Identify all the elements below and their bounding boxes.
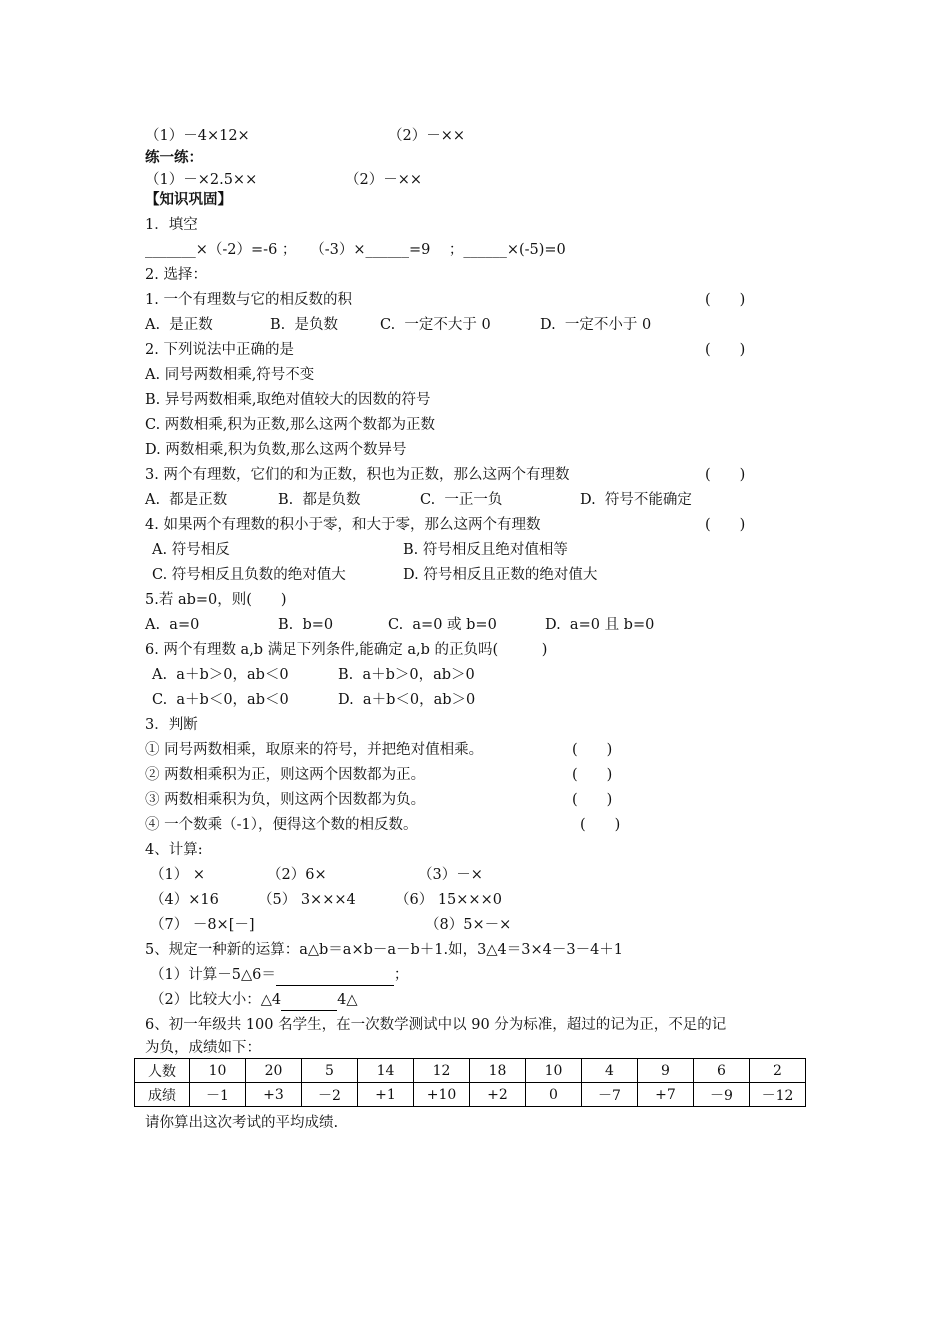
choice-q5-option-d: D. a=0 且 b=0 xyxy=(545,617,655,633)
choice-q6-option-c: C. a＋b＜0，ab＜0 xyxy=(152,692,289,708)
count-cell: 4 xyxy=(582,1059,638,1083)
score-cell: －1 xyxy=(190,1083,246,1107)
judge-item-1-paren: ( ) xyxy=(572,742,613,758)
count-cell: 18 xyxy=(470,1059,526,1083)
score-cell: +2 xyxy=(470,1083,526,1107)
newop-compare-blank[interactable] xyxy=(281,990,337,1011)
choice-q3-option-c: C. 一正一负 xyxy=(420,492,503,508)
choice-q4-option-c: C. 符号相反且负数的绝对值大 xyxy=(152,567,346,583)
judge-heading: 3．判断 xyxy=(145,717,198,733)
choice-heading: 2. 选择： xyxy=(145,267,207,283)
calc-heading: 4、计算: xyxy=(145,842,203,858)
count-cell: 10 xyxy=(190,1059,246,1083)
judge-item-2-paren: ( ) xyxy=(572,767,613,783)
choice-q5-stem: 5.若 ab=0，则( ) xyxy=(145,592,287,608)
newop-part-1: （1）计算－5△6＝ ； xyxy=(150,965,408,986)
consolidate-heading: 【知识巩固】 xyxy=(145,192,232,208)
choice-q3-paren: ( ) xyxy=(705,467,746,483)
judge-item-3-paren: ( ) xyxy=(572,792,613,808)
count-cell: 14 xyxy=(358,1059,414,1083)
choice-q4-paren: ( ) xyxy=(705,517,746,533)
choice-q1-option-c: C. 一定不大于 0 xyxy=(380,317,491,333)
count-cell: 5 xyxy=(302,1059,358,1083)
calc-item-3: （3）－× xyxy=(418,867,483,883)
choice-q1-paren: ( ) xyxy=(705,292,746,308)
choice-q2-option-c: C. 两数相乘,积为正数,那么这两个数都为正数 xyxy=(145,417,436,433)
count-cell: 12 xyxy=(414,1059,470,1083)
calc-item-7: （7） －8×[－] xyxy=(150,917,255,933)
choice-q6-option-d: D. a＋b＜0，ab＞0 xyxy=(338,692,476,708)
choice-q1-option-a: A. 是正数 xyxy=(145,317,213,333)
count-cell: 20 xyxy=(246,1059,302,1083)
scores-table xyxy=(134,1058,806,1107)
choice-q5-option-b: B. b=0 xyxy=(278,617,334,633)
intro-expr-1: （1）－4×12× xyxy=(145,128,250,144)
choice-q5-option-a: A. a=0 xyxy=(145,617,200,633)
choice-q2-paren: ( ) xyxy=(705,342,746,358)
count-cell: 6 xyxy=(694,1059,750,1083)
choice-q3-option-a: A. 都是正数 xyxy=(145,492,228,508)
score-cell: －2 xyxy=(302,1083,358,1107)
score-cell: +1 xyxy=(358,1083,414,1107)
newop-part-2: （2）比较大小：△4 4△ xyxy=(150,990,358,1011)
calc-item-4: （4）×16 xyxy=(150,892,219,908)
row-label-scores: 成绩 xyxy=(135,1083,190,1107)
calc-item-2: （2）6× xyxy=(267,867,327,883)
choice-q3-option-d: D. 符号不能确定 xyxy=(580,492,692,508)
judge-item-4-paren: ( ) xyxy=(580,817,621,833)
choice-q6-option-a: A. a＋b＞0，ab＜0 xyxy=(152,667,289,683)
intro-expr-2: （2）－×× xyxy=(388,128,466,144)
calc-item-1: （1） × xyxy=(150,867,205,883)
count-cell: 2 xyxy=(750,1059,806,1083)
choice-q4-option-d: D. 符号相反且正数的绝对值大 xyxy=(403,567,598,583)
choice-q1-stem: 1. 一个有理数与它的相反数的积 xyxy=(145,292,352,308)
count-cell: 10 xyxy=(526,1059,582,1083)
score-cell: +7 xyxy=(638,1083,694,1107)
choice-q3-stem: 3. 两个有理数，它们的和为正数，积也为正数，那么这两个有理数 xyxy=(145,467,570,483)
choice-q2-option-a: A. 同号两数相乘,符号不变 xyxy=(145,367,315,383)
score-cell: +10 xyxy=(414,1083,470,1107)
table-row-counts xyxy=(135,1059,806,1083)
choice-q4-option-a: A. 符号相反 xyxy=(152,542,230,558)
choice-q1-option-b: B. 是负数 xyxy=(270,317,338,333)
grades-footer: 请你算出这次考试的平均成绩. xyxy=(145,1115,339,1131)
practice-expr-2: （2）－×× xyxy=(345,172,423,188)
practice-heading: 练一练： xyxy=(145,150,203,166)
judge-item-3: ③ 两数相乘积为负，则这两个因数都为负。 xyxy=(145,792,426,808)
choice-q4-stem: 4. 如果两个有理数的积小于零，和大于零，那么这两个有理数 xyxy=(145,517,541,533)
newop-heading: 5、规定一种新的运算：a△b＝a×b－a－b＋1.如，3△4＝3×4－3－4＋1 xyxy=(145,942,624,958)
row-label-counts: 人数 xyxy=(135,1059,190,1083)
choice-q2-option-d: D. 两数相乘,积为负数,那么这两个数异号 xyxy=(145,442,407,458)
choice-q6-stem: 6. 两个有理数 a,b 满足下列条件,能确定 a,b 的正负吗( ) xyxy=(145,642,548,658)
table-row-scores xyxy=(135,1083,806,1107)
calc-item-6: （6） 15×××0 xyxy=(395,892,502,908)
judge-item-4: ④ 一个数乘（-1），便得这个数的相反数。 xyxy=(145,817,418,833)
fill-line: _______×（-2）=-6 ； （-3）×______=9 ；______×(-5)=0 xyxy=(145,242,566,258)
fill-heading: 1．填空 xyxy=(145,217,198,233)
score-cell: －7 xyxy=(582,1083,638,1107)
choice-q2-stem: 2. 下列说法中正确的是 xyxy=(145,342,294,358)
score-cell: +3 xyxy=(246,1083,302,1107)
score-cell: －9 xyxy=(694,1083,750,1107)
calc-item-5: （5） 3×××4 xyxy=(258,892,356,908)
choice-q3-option-b: B. 都是负数 xyxy=(278,492,361,508)
judge-item-2: ② 两数相乘积为正，则这两个因数都为正。 xyxy=(145,767,426,783)
choice-q1-option-d: D. 一定不小于 0 xyxy=(540,317,652,333)
judge-item-1: ① 同号两数相乘，取原来的符号，并把绝对值相乘。 xyxy=(145,742,484,758)
practice-expr-1: （1）－×2.5×× xyxy=(145,172,258,188)
choice-q4-option-b: B. 符号相反且绝对值相等 xyxy=(403,542,568,558)
newop-answer-blank[interactable] xyxy=(276,965,394,986)
score-cell: －12 xyxy=(750,1083,806,1107)
grades-heading-2: 为负，成绩如下： xyxy=(145,1040,261,1056)
count-cell: 9 xyxy=(638,1059,694,1083)
score-cell: 0 xyxy=(526,1083,582,1107)
grades-heading-1: 6、初一年级共 100 名学生，在一次数学测试中以 90 分为标准，超过的记为正，不足的记 xyxy=(145,1017,727,1033)
choice-q5-option-c: C. a=0 或 b=0 xyxy=(388,617,497,633)
choice-q2-option-b: B. 异号两数相乘,取绝对值较大的因数的符号 xyxy=(145,392,431,408)
calc-item-8: （8）5×－× xyxy=(425,917,512,933)
choice-q6-option-b: B. a＋b＞0，ab＞0 xyxy=(338,667,475,683)
